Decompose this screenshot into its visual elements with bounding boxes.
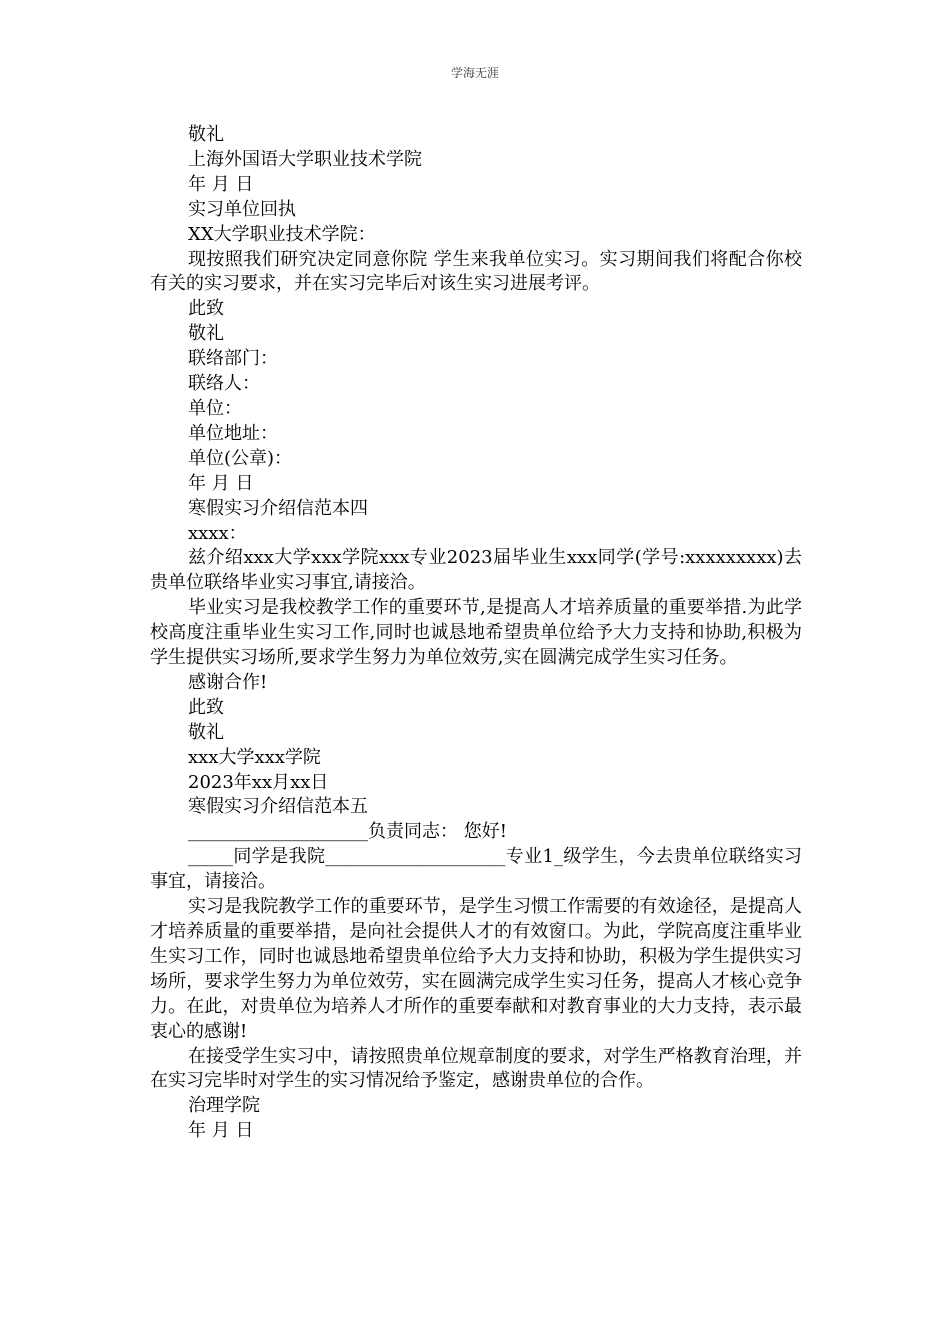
sender-institution: xxx大学xxx学院 bbox=[188, 746, 321, 768]
section-title: 寒假实习介绍信范本四 bbox=[188, 497, 368, 519]
form-field-seal: 单位(公章)： bbox=[188, 447, 293, 469]
addressee-line: xxxx： bbox=[188, 522, 247, 544]
form-field-address: 单位地址： bbox=[188, 422, 278, 444]
addressee-line: ____________________负责同志： 您好! bbox=[188, 821, 507, 843]
closing-salutation: 敬礼 bbox=[188, 721, 224, 743]
date-line: 年 月 日 bbox=[188, 173, 254, 195]
closing-salutation: 敬礼 bbox=[188, 323, 224, 345]
closing-phrase: 此致 bbox=[188, 298, 224, 320]
closing-salutation: 敬礼 bbox=[188, 124, 224, 145]
sender-institution: 治理学院 bbox=[188, 1095, 260, 1117]
page-header: 学海无涯 bbox=[450, 66, 499, 80]
addressee-line: XX大学职业技术学院： bbox=[188, 223, 376, 245]
section-title: 寒假实习介绍信范本五 bbox=[188, 796, 368, 818]
body-paragraph: 毕业实习是我校教学工作的重要环节,是提高人才培养质量的重要举措.为此学校高度注重毕业生实习工作,同时也诚恳地希望贵单位给予大力支持和协助,积极为学生提供实习场所,要求学生努力为单位效劳,实在圆满完成学生实习任务。 bbox=[150, 597, 802, 669]
form-field-contact: 联络人： bbox=[188, 373, 260, 395]
document-body bbox=[150, 123, 802, 1144]
closing-phrase: 此致 bbox=[188, 696, 224, 718]
date-line: 年 月 日 bbox=[188, 472, 254, 494]
sender-institution: 上海外国语大学职业技术学院 bbox=[188, 148, 422, 170]
body-paragraph: 兹介绍xxx大学xxx学院xxx专业2023届毕业生xxx同学(学号:xxxxxxxxx)去贵单位联络毕业实习事宜,请接洽。 bbox=[150, 547, 802, 594]
body-paragraph: 现按照我们研究决定同意你院 学生来我单位实习。实习期间我们将配合你校有关的实习要求，并在实习完毕后对该生实习进展考评。 bbox=[150, 248, 802, 295]
body-paragraph: _____同学是我院____________________专业1_级学生，今去贵单位联络实习事宜，请接洽。 bbox=[150, 846, 802, 893]
form-field-unit: 单位： bbox=[188, 397, 242, 419]
section-title: 实习单位回执 bbox=[188, 198, 296, 220]
thanks-line: 感谢合作! bbox=[188, 671, 268, 693]
form-field-department: 联络部门： bbox=[188, 348, 278, 370]
date-line: 2023年xx月xx日 bbox=[188, 771, 329, 793]
date-line: 年 月 日 bbox=[188, 1120, 254, 1142]
body-paragraph: 实习是我院教学工作的重要环节，是学生习惯工作需要的有效途径，是提高人才培养质量的重要举措，是向社会提供人才的有效窗口。为此，学院高度注重毕业生实习工作，同时也诚恳地希望贵单位给予大力支持和协助，积极为学生提供实习场所，要求学生努力为单位效劳，实在圆满完成学生实习任务，提高人才核心竞争力。在此，对贵单位为培养人才所作的重要奉献和对教育事业的大力支持，表示最衷心的感谢! bbox=[150, 896, 802, 1042]
body-paragraph: 在接受学生实习中，请按照贵单位规章制度的要求，对学生严格教育治理，并在实习完毕时对学生的实习情况给予鉴定，感谢贵单位的合作。 bbox=[150, 1045, 802, 1092]
